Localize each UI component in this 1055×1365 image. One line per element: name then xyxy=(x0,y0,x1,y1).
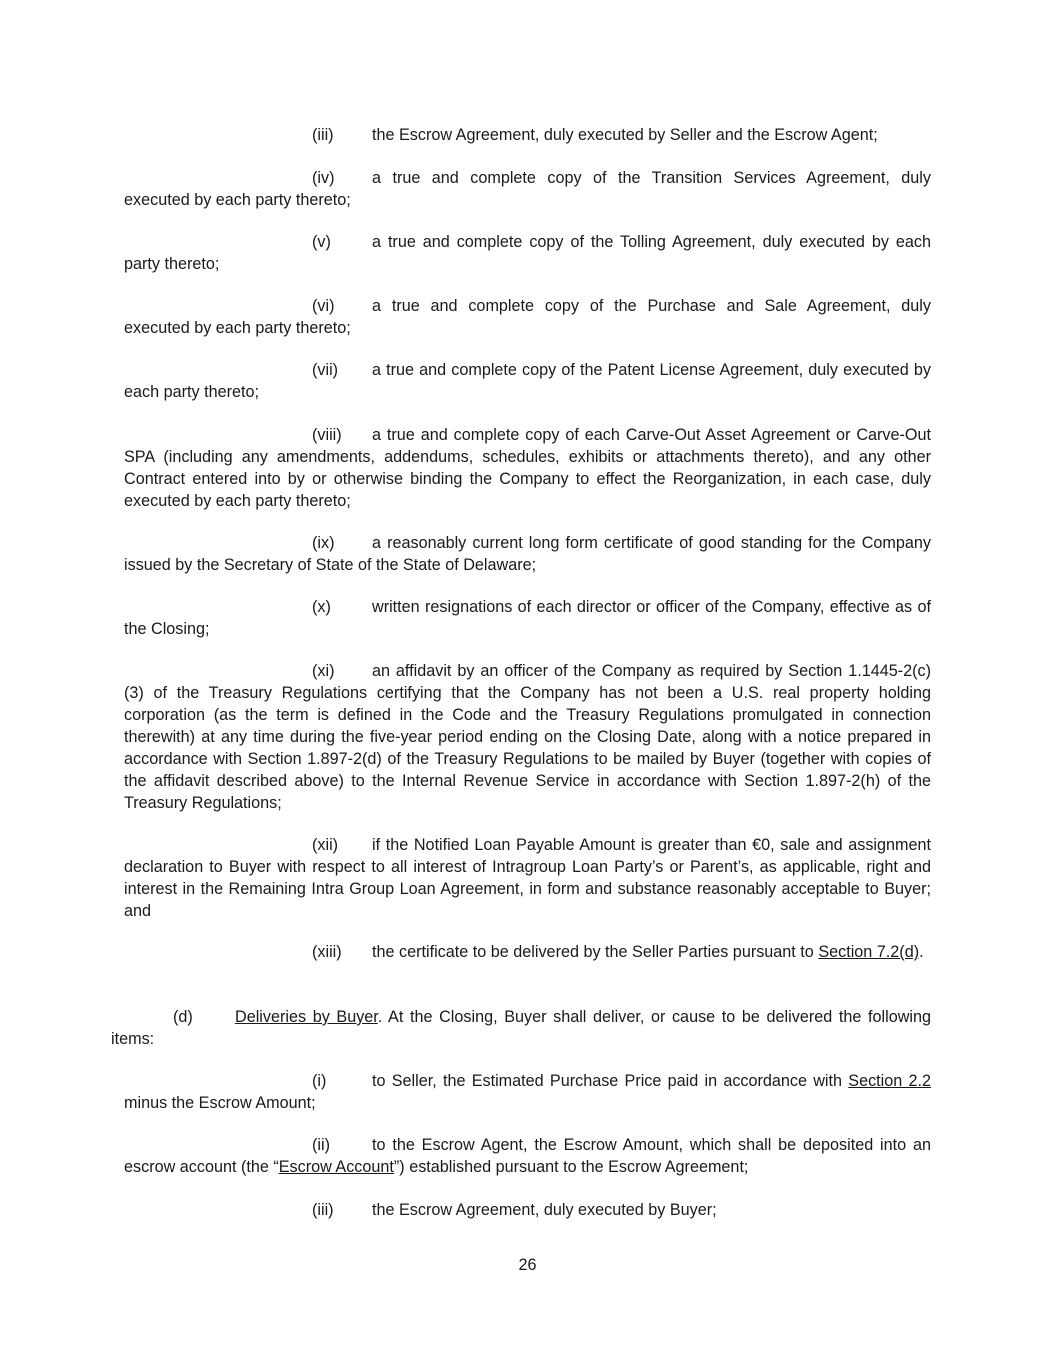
item-number: (iii) xyxy=(312,126,334,144)
item-text: the Escrow Agreement, duly executed by Seller and the Escrow Agent; xyxy=(372,126,878,144)
item-text: an affidavit by an officer of the Company as required by Section 1.1445-2(c)(3) of the Treasury Regulations certifying that the Company has not been a U.S. real property holding corporation (as the term is defined in the Code and the Treasury Regulations promulgated in connection therewith) at any time during the five-year period ending on the Closing Date, along with a notice prepared in accordance with Section 1.897-2(d) of the Treasury Regulations to be mailed by Buyer (together with copies of the affidavit described above) to the Internal Revenue Service in accordance with Section 1.897-2(h) of the Treasury Regulations; xyxy=(124,662,931,812)
item-number: (viii) xyxy=(312,426,342,444)
item-text-tail: minus the Escrow Amount; xyxy=(124,1094,316,1112)
item-text: if the Notified Loan Payable Amount is greater than €0, sale and assignment declaration to Buyer with respect to all interest of Intragroup Loan Party’s or Parent’s, as applicable, right and interest in the Remaining Intra Group Loan Agreement, in form and substance reasonably acceptable to Buyer; and xyxy=(124,836,931,920)
item-number: (xiii) xyxy=(312,943,342,961)
item-number: (iii) xyxy=(312,1201,334,1219)
item-text: a true and complete copy of the Tolling Agreement, duly executed by each party thereto; xyxy=(124,233,931,273)
item-number: (i) xyxy=(312,1072,327,1090)
defined-term: Escrow Account xyxy=(278,1158,394,1176)
section-reference-link: Section 2.2 xyxy=(848,1072,931,1090)
item-text-tail: . xyxy=(919,943,924,961)
list-item-xii-loan-assignment xyxy=(124,834,931,922)
item-text-tail: ”) established pursuant to the Escrow Agreement; xyxy=(393,1158,749,1176)
section-d-deliveries-by-buyer xyxy=(111,1006,931,1050)
buyer-item-ii-escrow-amount xyxy=(124,1134,931,1178)
list-item-viii-carve-out xyxy=(124,424,931,512)
list-item-xiii-certificate xyxy=(124,941,931,963)
list-item-iii-escrow-seller xyxy=(124,124,931,146)
list-item-v-tolling xyxy=(124,231,931,275)
section-text: . At the Closing, Buyer shall deliver, or cause to be delivered the following items: xyxy=(111,1008,931,1048)
list-item-x-resignations xyxy=(124,596,931,640)
item-text: a true and complete copy of the Transition Services Agreement, duly executed by each party thereto; xyxy=(124,169,931,209)
item-text: a true and complete copy of each Carve-Out Asset Agreement or Carve-Out SPA (including any amendments, addendums, schedules, exhibits or attachments thereto), and any other Contract entered into by or otherwise binding the Company to effect the Reorganization, in each case, duly executed by each party thereto; xyxy=(124,426,931,510)
list-item-vi-purchase-sale xyxy=(124,295,931,339)
list-item-vii-patent-license xyxy=(124,359,931,403)
section-heading: Deliveries by Buyer xyxy=(235,1008,378,1026)
section-number: (d) xyxy=(173,1008,193,1026)
item-number: (xi) xyxy=(312,662,335,680)
item-text: to the Escrow Agent, the Escrow Amount, which shall be deposited into an escrow account (the “ xyxy=(124,1136,931,1176)
item-number: (vi) xyxy=(312,297,335,315)
item-number: (xii) xyxy=(312,836,339,854)
list-item-iv-transition-services xyxy=(124,167,931,211)
buyer-item-iii-escrow-agreement xyxy=(124,1199,931,1221)
item-text: the Escrow Agreement, duly executed by Buyer; xyxy=(372,1201,717,1219)
section-reference-link: Section 7.2(d) xyxy=(818,943,920,961)
item-text: a reasonably current long form certificate of good standing for the Company issued by the Secretary of State of the State of Delaware; xyxy=(124,534,931,574)
buyer-item-i-purchase-price xyxy=(124,1070,931,1114)
page-number: 26 xyxy=(518,1256,537,1274)
list-item-xi-affidavit xyxy=(124,660,931,814)
item-text: written resignations of each director or officer of the Company, effective as of the Closing; xyxy=(124,598,931,638)
item-number: (v) xyxy=(312,233,331,251)
item-number: (x) xyxy=(312,598,331,616)
item-text: the certificate to be delivered by the Seller Parties pursuant to xyxy=(372,943,819,961)
item-number: (ii) xyxy=(312,1136,330,1154)
item-number: (ix) xyxy=(312,534,335,552)
item-text: a true and complete copy of the Patent License Agreement, duly executed by each party thereto; xyxy=(124,361,931,401)
item-number: (iv) xyxy=(312,169,335,187)
list-item-ix-good-standing xyxy=(124,532,931,576)
item-text: a true and complete copy of the Purchase and Sale Agreement, duly executed by each party thereto; xyxy=(124,297,931,337)
item-text: to Seller, the Estimated Purchase Price paid in accordance with xyxy=(372,1072,849,1090)
item-number: (vii) xyxy=(312,361,339,379)
